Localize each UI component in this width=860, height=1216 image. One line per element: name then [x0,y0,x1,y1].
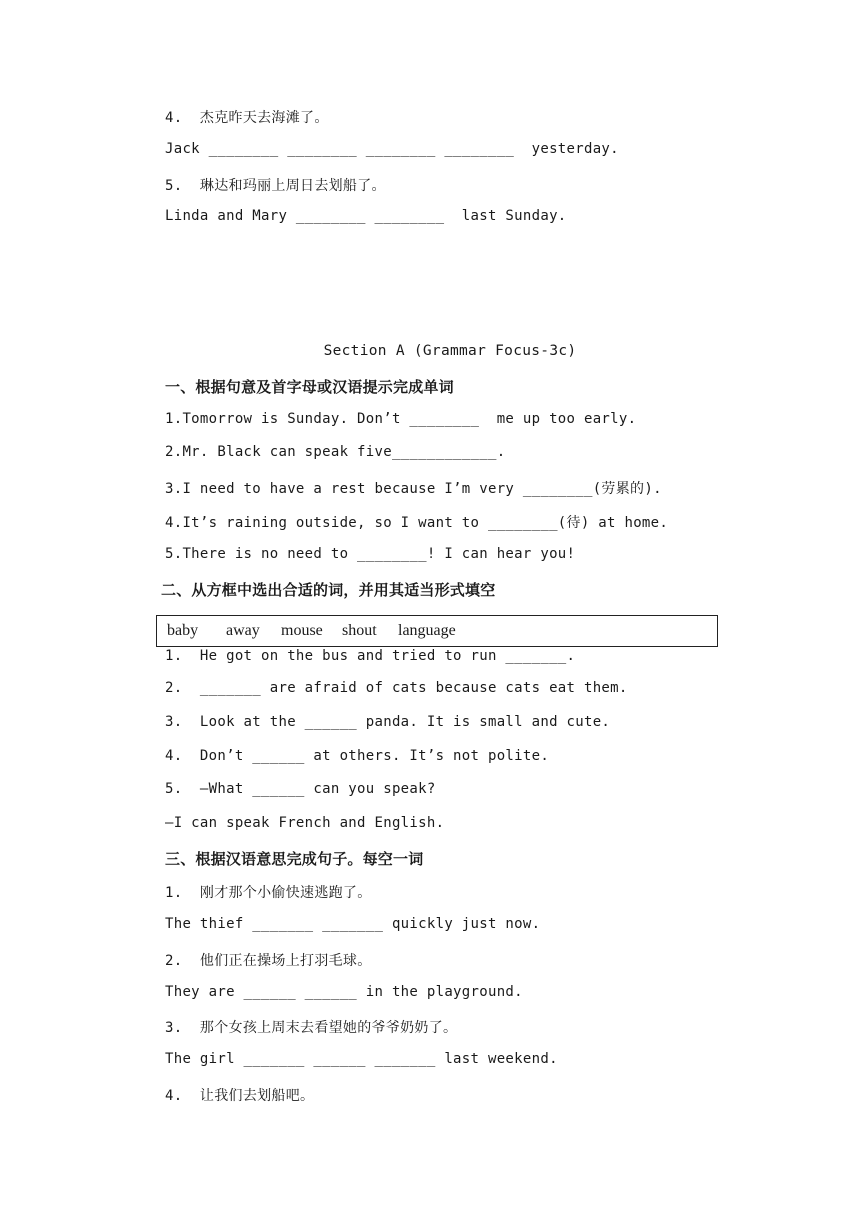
part3-item-1-prompt: 1. 刚才那个小偷快速逃跑了。 [165,885,372,901]
part3-item-4-prompt: 4. 让我们去划船吧。 [165,1088,315,1104]
part1-heading: 一、根据句意及首字母或汉语提示完成单词 [165,378,454,396]
part1-item-3: 3.I need to have a rest because I’m very ________(劳累的). [165,481,662,497]
part2-heading: 二、从方框中选出合适的词，并用其适当形式填空 [161,581,496,599]
part3-item-3-prompt: 3. 那个女孩上周末去看望她的爷爷奶奶了。 [165,1020,458,1036]
part3-item-2-prompt: 2. 他们正在操场上打羽毛球。 [165,953,372,969]
word-box-item: mouse [281,622,323,639]
part2-item-4: 4. Don’t ______ at others. It’s not polite. [165,748,550,764]
part1-item-2: 2.Mr. Black can speak five____________. [165,444,506,460]
part3-item-2-answer: They are ______ ______ in the playground. [165,984,523,1000]
part2-item-5-answer: —I can speak French and English. [165,815,445,831]
word-box-item: shout [342,622,377,639]
part1-item-1: 1.Tomorrow is Sunday. Don’t ________ me up too early. [165,411,637,427]
question-5-prompt: 5. 琳达和玛丽上周日去划船了。 [165,178,386,194]
question-5-answer-line: Linda and Mary ________ ________ last Sunday. [165,208,567,224]
part2-item-2: 2. _______ are afraid of cats because cats eat them. [165,680,628,696]
word-box-item: language [398,622,456,639]
word-box-item: away [226,622,260,639]
part2-item-5: 5. —What ______ can you speak? [165,781,436,797]
part2-item-3: 3. Look at the ______ panda. It is small and cute. [165,714,611,730]
part2-item-1: 1. He got on the bus and tried to run _______. [165,648,576,664]
part3-item-3-answer: The girl _______ ______ _______ last weekend. [165,1051,558,1067]
word-box-item: baby [167,622,199,639]
part3-item-1-answer: The thief _______ _______ quickly just now. [165,916,541,932]
part3-heading: 三、根据汉语意思完成句子。每空一词 [165,850,424,868]
part1-item-5: 5.There is no need to ________! I can hear you! [165,546,576,562]
question-4-answer-line: Jack ________ ________ ________ ________ yesterday. [165,141,619,157]
word-box [156,615,718,647]
part1-item-4: 4.It’s raining outside, so I want to ________(待) at home. [165,515,669,531]
section-title: Section A (Grammar Focus-3c) [323,343,577,359]
question-4-prompt: 4. 杰克昨天去海滩了。 [165,110,329,126]
